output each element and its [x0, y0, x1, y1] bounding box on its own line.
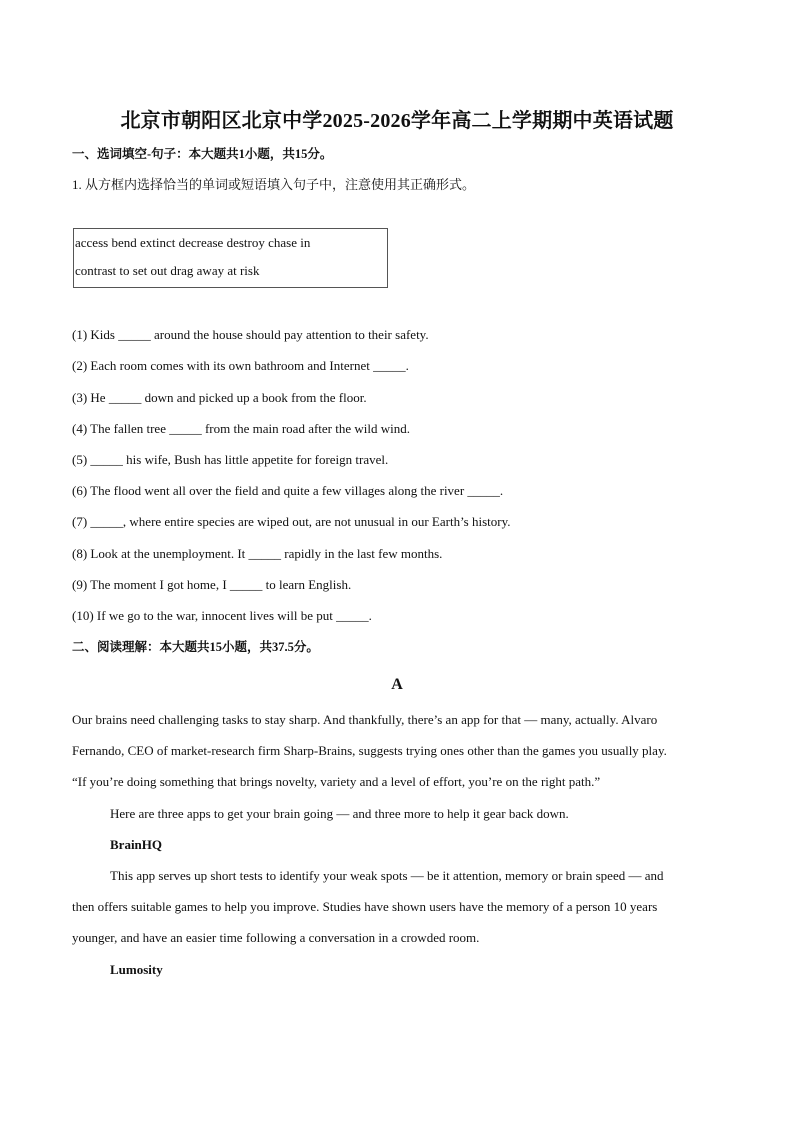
section2-heading: 二、阅读理解：本大题共15小题，共37.5分。 — [72, 640, 319, 654]
question-5: (5) _____ his wife, Bush has little appetite for foreign travel. — [72, 452, 389, 467]
subheading-lumosity: Lumosity — [110, 962, 163, 977]
paragraph-3-line-3: younger, and have an easier time following a conversation in a crowded room. — [72, 930, 480, 945]
paragraph-3-line-1: This app serves up short tests to identify your weak spots — be it attention, memory or brain speed — and — [110, 868, 664, 883]
word-box-row-1: access bend extinct decrease destroy chase in — [75, 235, 311, 250]
section1-instruction: 1. 从方框内选择恰当的单词或短语填入句子中，注意使用其正确形式。 — [72, 177, 476, 192]
subheading-brainhq: BrainHQ — [110, 837, 163, 852]
passage-label: A — [391, 676, 403, 693]
section1-heading: 一、选词填空-句子：本大题共1小题，共15分。 — [72, 147, 333, 161]
question-10: (10) If we go to the war, innocent lives will be put _____. — [72, 608, 372, 623]
question-6: (6) The flood went all over the field and quite a few villages along the river _____. — [72, 483, 504, 498]
question-1: (1) Kids _____ around the house should pay attention to their safety. — [72, 327, 429, 342]
paragraph-1-line-1: Our brains need challenging tasks to stay sharp. And thankfully, there’s an app for that — many, actually. Alvaro — [72, 712, 658, 727]
paragraph-2: Here are three apps to get your brain going — and three more to help it gear back down. — [110, 806, 569, 821]
question-2: (2) Each room comes with its own bathroom and Internet _____. — [72, 358, 409, 373]
question-3: (3) He _____ down and picked up a book from the floor. — [72, 390, 367, 405]
question-8: (8) Look at the unemployment. It _____ rapidly in the last few months. — [72, 546, 443, 561]
word-box-row-2: contrast to set out drag away at risk — [75, 263, 260, 278]
question-9: (9) The moment I got home, I _____ to learn English. — [72, 577, 352, 592]
paragraph-1-line-3: “If you’re doing something that brings novelty, variety and a level of effort, you’re on the right path.” — [72, 774, 601, 789]
page-title: 北京市朝阳区北京中学2025-2026学年高二上学期期中英语试题 — [120, 110, 674, 132]
paragraph-3-line-2: then offers suitable games to help you improve. Studies have shown users have the memory of a person 10 years — [72, 899, 658, 914]
word-box — [73, 228, 388, 288]
paragraph-1-line-2: Fernando, CEO of market-research firm Sharp-Brains, suggests trying ones other than the games you usually play. — [72, 743, 667, 758]
question-4: (4) The fallen tree _____ from the main road after the wild wind. — [72, 421, 411, 436]
question-7: (7) _____, where entire species are wiped out, are not unusual in our Earth’s history. — [72, 514, 511, 529]
